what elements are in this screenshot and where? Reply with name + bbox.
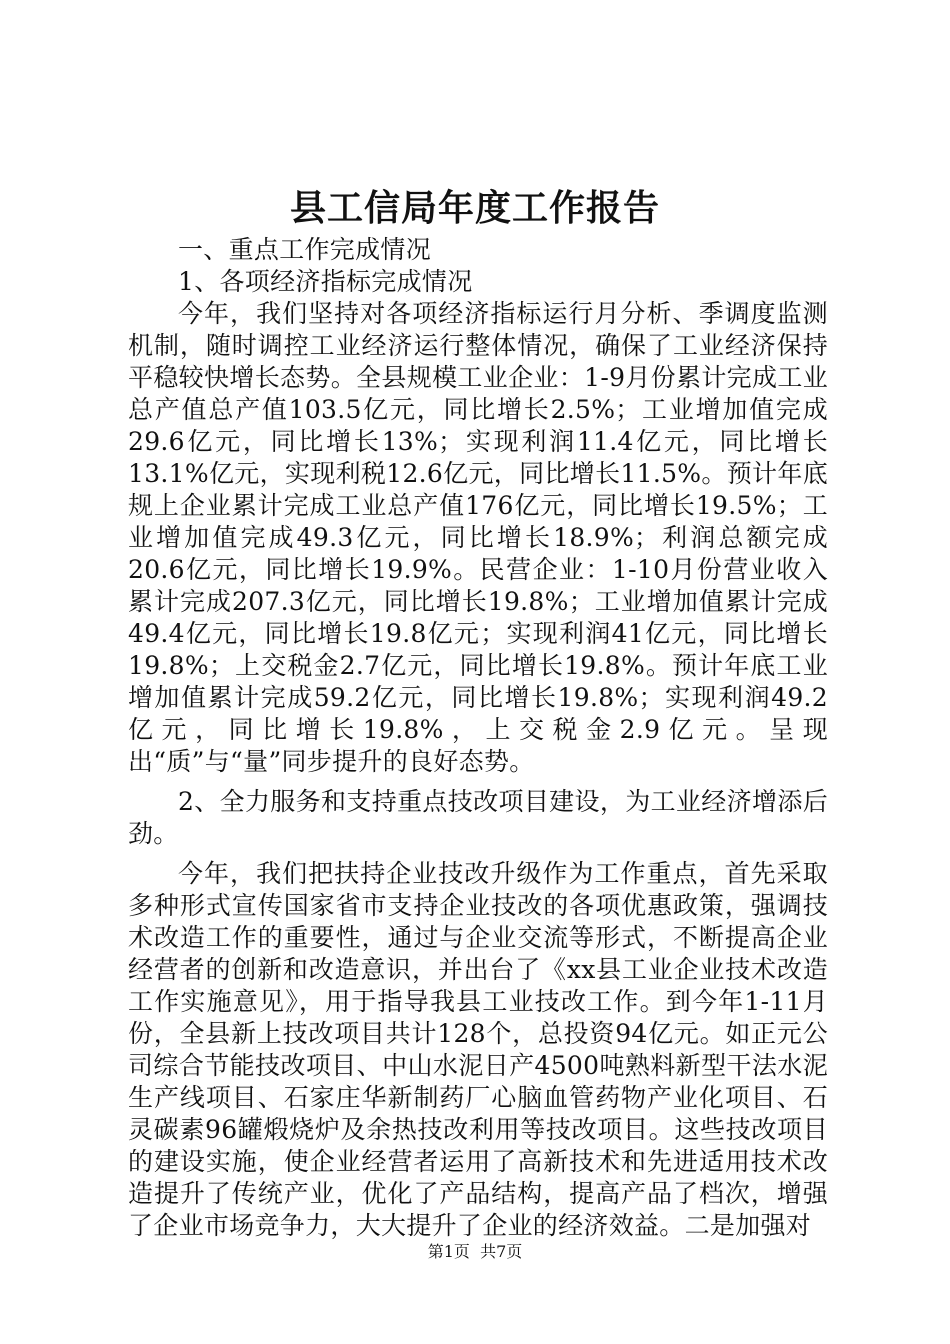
paragraph-economic-indicators: 今年，我们坚持对各项经济指标运行月分析、季调度监测机制，随时调控工业经济运行整体情况，确保了工业经济保持平稳较快增长态势。全县规模工业企业：1-9月份累计完成工业总产值总产值103.5亿元，同比增长2.5%；工业增加值完成29.6亿元，同比增长13%；实现利润11.4亿元，同比增长13.1%亿元，实现利税12.6亿元，同比增长11.5%。预计年底规上企业累计完成工业总产值176亿元，同比增长19.5%；工业增加值完成49.3亿元，同比增长18.9%；利润总额完成20.6亿元，同比增长19.9%。民营企业：1-10月份营业收入累计完成207.3亿元，同比增长19.8%；工业增加值累计完成49.4亿元，同比增长19.8亿元；实现利润41亿元，同比增长19.8%；上交税金2.7亿元，同比增长19.8%。预计年底工业增加值累计完成59.2亿元，同比增长19.8%；实现利润49.2亿元，同比增长19.8%，上交税金2.9亿元。呈现出“质”与“量”同步提升的良好态势。	[128, 299, 828, 776]
section-heading: 一、重点工作完成情况	[178, 235, 432, 264]
page-number: 第1页	[427, 1242, 470, 1261]
subsection-heading-2: 2、全力服务和支持重点技改项目建设，为工业经济增添后劲。	[128, 787, 828, 848]
document-body	[128, 234, 828, 1242]
page-footer	[0, 1240, 950, 1264]
subsection-heading-1: 1、各项经济指标完成情况	[178, 267, 473, 296]
page-total: 共7页	[480, 1242, 523, 1261]
paragraph-tech-renovation: 今年，我们把扶持企业技改升级作为工作重点，首先采取多种形式宣传国家省市支持企业技改的各项优惠政策，强调技术改造工作的重要性，通过与企业交流等形式，不断提高企业经营者的创新和改造意识，并出台了《xx县工业企业技术改造工作实施意见》，用于指导我县工业技改工作。到今年1-11月份，全县新上技改项目共计128个，总投资94亿元。如正元公司综合节能技改项目、中山水泥日产4500吨熟料新型干法水泥生产线项目、石家庄华新制药厂心脑血管药物产业化项目、石灵碳素96罐煅烧炉及余热技改利用等技改项目。这些技改项目的建设实施，使企业经营者运用了高新技术和先进适用技术改造提升了传统产业，优化了产品结构，提高产品了档次，增强了企业市场竞争力，大大提升了企业的经济效益。二是加强对	[128, 859, 828, 1240]
document-title: 县工信局年度工作报告	[289, 187, 660, 229]
